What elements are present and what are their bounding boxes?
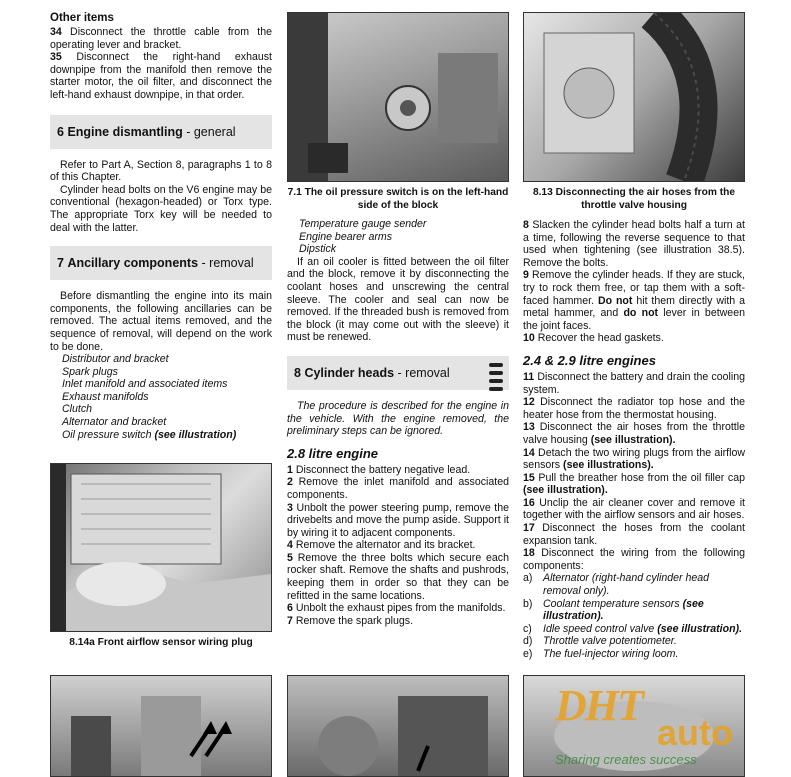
watermark-brand-a: DHT (555, 681, 642, 730)
paragraph-17: 17 Disconnect the hoses from the coolant expansion tank. (523, 522, 745, 547)
paragraph-11: 11 Disconnect the battery and drain the cooling system. (523, 370, 745, 396)
section-7-header: 7 Ancillary components - removal (50, 246, 272, 280)
photo-bottom-left-art (51, 676, 271, 776)
paragraph-14: 14 Detach the two wiring plugs from the airflow sensors (see illustrations). (523, 446, 745, 472)
step-2: 2 Remove the inlet manifold and associated components. (287, 476, 509, 501)
paragraph-16: 16 Unclip the air cleaner cover and remove it together with the airflow sensors and air hoses. (523, 496, 745, 522)
difficulty-wrench-icon (487, 360, 505, 398)
photo-throttle-housing-art (524, 13, 744, 181)
list-item: Distributor and bracket (62, 353, 169, 366)
section-8-header: 8 Cylinder heads - removal (287, 356, 509, 390)
paragraph-8: 8 Slacken the cylinder head bolts half a turn at a time, following the reverse sequence to that used when tightening (see illustration 38.5). Remove the bolts. (523, 219, 745, 269)
step-4: 4 Remove the alternator and its bracket. (287, 539, 476, 552)
caption-7-1: 7.1 The oil pressure switch is on the left-hand side of the block (287, 187, 509, 211)
step-6: 6 Unbolt the exhaust pipes from the manifolds. (287, 602, 506, 615)
list-item: Dipstick (299, 243, 337, 256)
subheading-2-4-2-9-litre: 2.4 & 2.9 litre engines (523, 352, 656, 368)
list-item: c) Idle speed control valve (see illustration). (523, 622, 743, 635)
sec8-intro: The procedure is described for the engine in the vehicle. With the engine removed, the preliminary steps can be ignored. (287, 399, 509, 438)
paragraph-15: 15 Pull the breather hose from the oil filler cap (see illustration). (523, 471, 745, 497)
sec7-paragraph-1: Before dismantling the engine into its main components, the following ancillaries can be removed. The actual items removed, and the sequence of removal, will depend on the work to be done. (50, 290, 272, 353)
list-item: Clutch (62, 403, 93, 416)
list-item: Spark plugs (62, 365, 118, 378)
paragraph-34: 34 Disconnect the throttle cable from the operating lever and bracket. (50, 26, 272, 51)
photo-bottom-left (50, 675, 272, 777)
step-1: 1 Disconnect the battery negative lead. (287, 463, 471, 476)
switch-list (287, 218, 509, 256)
watermark-logo (545, 678, 785, 773)
watermark-tagline: Sharing creates success (555, 752, 697, 767)
paragraph-13: 13 Disconnect the air hoses from the throttle valve housing (see illustration). (523, 421, 745, 446)
wiring-components-list (523, 572, 745, 660)
list-item: b) Coolant temperature sensors (see illustration). (523, 597, 704, 623)
section-6-header: 6 Engine dismantling - general (50, 115, 272, 149)
list-item: Exhaust manifolds (62, 390, 149, 403)
oil-cooler-paragraph: If an oil cooler is fitted between the oil filter and the block, remove it by disconnecting the coolant hoses and unscrewing the central sleeve. The cooler and seal can now be removed. If the threaded bush is removed from the block (it may come out with the sleeve) it must be renewed. (287, 255, 509, 344)
caption-8-13: 8.13 Disconnecting the air hoses from the throttle valve housing (532, 187, 736, 211)
subheading-2-8-litre: 2.8 litre engine (287, 445, 379, 461)
heading-other-items: Other items (50, 12, 114, 24)
column-right (523, 219, 745, 661)
photo-oil-pressure-switch (287, 12, 509, 182)
list-item: Alternator and bracket (62, 416, 167, 429)
list-item: Inlet manifold and associated items (62, 378, 228, 391)
list-item: a) Alternator (right-hand cylinder head removal only). (523, 572, 710, 598)
watermark-brand-b: auto (657, 712, 733, 753)
sec6-paragraph-2: Cylinder head bolts on the V6 engine may be conventional (hexagon-headed) or Torx type. The appropriate Torx key will be needed to deal with the latter. (50, 183, 272, 234)
list-item: e) The fuel-injector wiring loom. (523, 648, 679, 660)
column-left (50, 0, 272, 441)
paragraph-10: 10 Recover the head gaskets. (523, 332, 664, 345)
caption-8-14a: 8.14a Front airflow sensor wiring plug (69, 637, 253, 648)
list-item: Engine bearer arms (299, 230, 393, 243)
photo-airflow-sensor-art (51, 464, 271, 631)
step-3: 3 Unbolt the power steering pump, remove the drivebelts and move the pump aside. Support it by wiring it to adjacent components. (287, 501, 509, 539)
paragraph-9: 9 Remove the cylinder heads. If they are stuck, try to rock them free, or tap them with a soft-faced hammer. Do not hit them directly with a metal hammer, and do not lever in between the joint faces. (523, 269, 745, 332)
sec6-paragraph-1: Refer to Part A, Section 8, paragraphs 1 to 8 of this Chapter. (50, 158, 272, 184)
step-7: 7 Remove the spark plugs. (287, 614, 414, 627)
photo-bottom-middle (287, 675, 509, 777)
column-middle (287, 218, 509, 627)
paragraph-18: 18 Disconnect the wiring from the following components: (523, 547, 746, 572)
step-5: 5 Remove the three bolts which secure each rocker shaft. Remove the shafts and pushrods, keeping them in order so that they can be refitted in the same locations. (287, 551, 509, 602)
ancillaries-list (50, 353, 272, 441)
paragraph-12: 12 Disconnect the radiator top hose and the heater hose from the thermostat housing. (523, 396, 745, 421)
list-item: d) Throttle valve potentiometer. (523, 635, 677, 648)
list-item: Oil pressure switch (see illustration) (62, 428, 237, 441)
photo-throttle-housing (523, 12, 745, 182)
photo-airflow-sensor (50, 463, 272, 632)
list-item: Temperature gauge sender (299, 218, 427, 230)
photo-oil-pressure-switch-art (288, 13, 508, 181)
photo-bottom-middle-art (288, 676, 508, 776)
paragraph-35: 35 Disconnect the right-hand exhaust downpipe from the manifold then remove the starter motor, the oil filter, and disconnect the left-hand exhaust downpipe, in that order. (50, 51, 272, 101)
